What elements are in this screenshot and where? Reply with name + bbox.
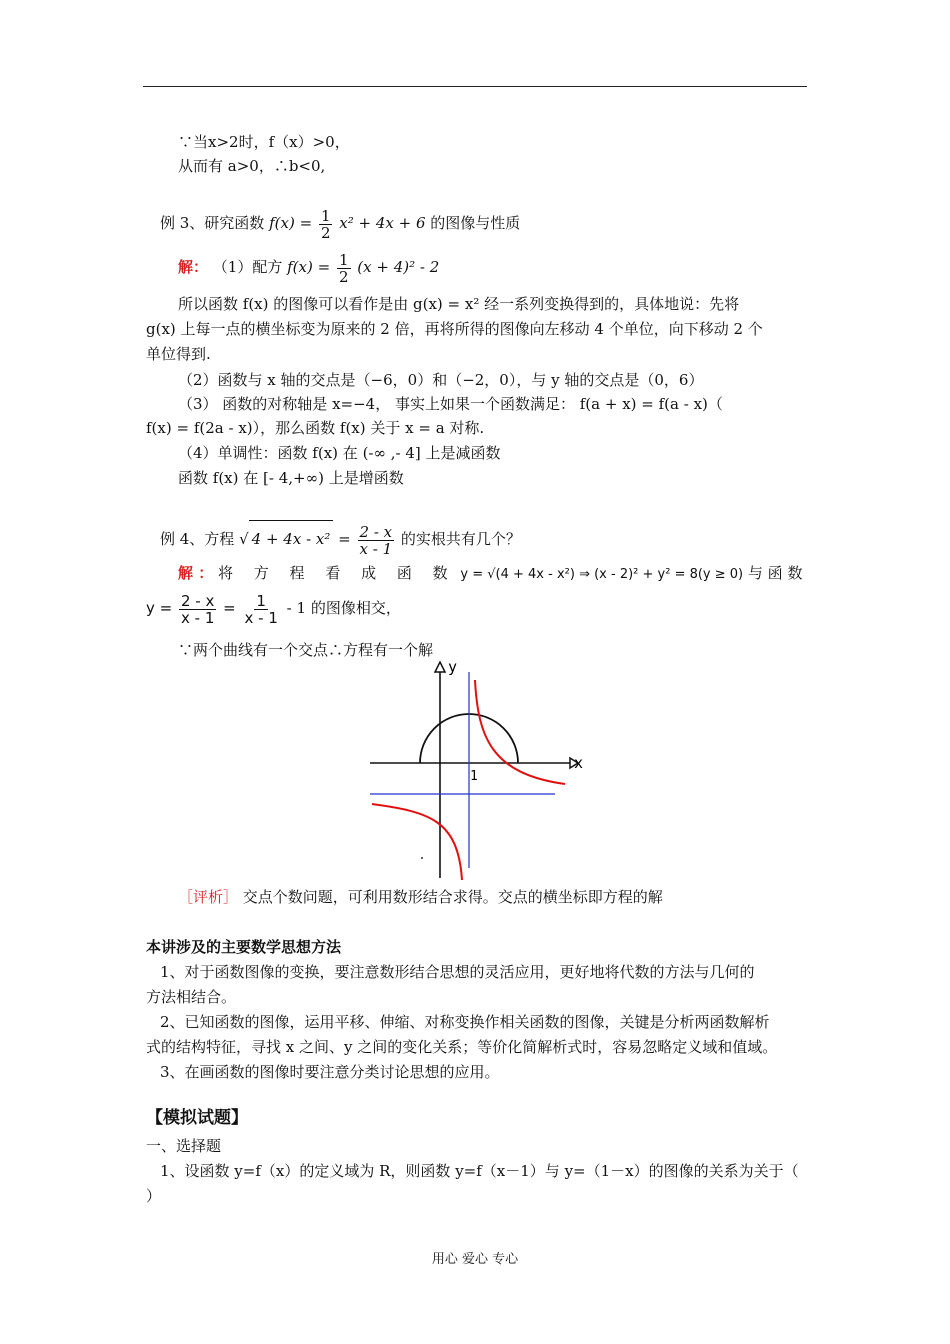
hyperbola-right-branch: [475, 680, 565, 784]
y-axis-label: y: [448, 658, 458, 676]
text-line: g(x) 上每一点的横坐标变为原来的 2 倍，再将所得的图像向左移动 4 个单位，向下移动 2 个: [146, 320, 763, 338]
fraction: $\frac{1}{2}$: [338, 250, 349, 286]
text-line: 式的结构特征，寻找 x 之间、y 之间的变化关系；等价化简解析式时，容易忽略定义域和值域。: [146, 1038, 778, 1056]
stray-dot: [421, 857, 423, 859]
page-footer: 用心 爱心 专心: [431, 1252, 519, 1267]
review: ［评析］ 交点个数问题，可利用数形结合求得。交点的横坐标即方程的解: [178, 888, 663, 906]
example-3: 例 3、研究函数 f(x) = $\frac{1}{2}$ x² + 4x + 6 的图像与性质: [160, 206, 521, 242]
text-line: 单位得到.: [146, 345, 211, 363]
fraction: $\frac{2 - x}{x - 1}$: [359, 522, 393, 558]
hyperbola-left-branch: [372, 804, 462, 880]
text-line: （4）单调性：函数 f(x) 在 (-∞ ,- 4] 上是减函数: [178, 444, 501, 462]
example-4: 例 4、方程 √ 4 + 4x - x² = $\frac{2 - x}{x - 1}$ 的实根共有几个？: [160, 520, 521, 557]
solution-4-cont: y = $\frac{2 - x}{x - 1}$ = $\frac{1}{x - 1}$ - 1 的图像相交，: [146, 591, 401, 627]
text-line: 3、在画函数的图像时要注意分类讨论思想的应用。: [160, 1063, 500, 1081]
section-title: 本讲涉及的主要数学思想方法: [146, 938, 342, 956]
solution-step-1: 解： （1）配方 f(x) = $\frac{1}{2}$ (x + 4)² - 2: [178, 250, 440, 286]
solution-4: 解 ： 将 方 程 看 成 函 数 y = √(4 + 4x - x²) ⇒ (x - 2)² + y² = 8(y ≥ 0) 与 函 数: [178, 564, 803, 582]
function-graph: [360, 658, 590, 883]
text-line: 所以函数 f(x) 的图像可以看作是由 g(x) = x² 经一系列变换得到的，具体地说：先将: [178, 295, 740, 313]
header-rule: [143, 86, 807, 87]
text-line: 方法相结合。: [146, 988, 237, 1006]
text-line: 函数 f(x) 在 [- 4,+∞) 上是增函数: [178, 469, 404, 487]
text-line: ∵当x>2时，f（x）>0，: [178, 133, 350, 151]
text-line: ∵两个曲线有一个交点∴方程有一个解: [178, 641, 434, 659]
x-axis-label: x: [574, 754, 584, 772]
y-axis-arrow: [435, 662, 445, 672]
text-line: 1、对于函数图像的变换，要注意数形结合思想的灵活应用，更好地将代数的方法与几何的: [160, 963, 755, 981]
question-1: 1、设函数 y=f（x）的定义域为 R，则函数 y=f（x－1）与 y=（1－x）的图像的关系为关于（: [160, 1162, 799, 1180]
text-line: f(x) = f(2a - x)），那么函数 f(x) 关于 x = a 对称.: [146, 419, 485, 437]
mock-exam-title: 【模拟试题】: [146, 1108, 248, 1128]
text-line: 一、选择题: [146, 1137, 222, 1155]
tick-label: 1: [470, 769, 478, 784]
question-1-cont: ）: [146, 1187, 162, 1205]
fraction: $\frac{2 - x}{x - 1}$: [181, 591, 215, 627]
text-line: （3） 函数的对称轴是 x=−4， 事实上如果一个函数满足： f(a + x) = f(a - x)（: [178, 395, 723, 413]
text-line: （2）函数与 x 轴的交点是（−6，0）和（−2，0），与 y 轴的交点是（0，6）: [178, 371, 704, 389]
text-line: 2、已知函数的图像，运用平移、伸缩、对称变换作相关函数的图像，关键是分析两函数解析: [160, 1013, 770, 1031]
text-line: 从而有 a>0，∴b<0,: [178, 157, 326, 175]
fraction: $\frac{1}{2}$: [320, 206, 331, 242]
fraction: $\frac{1}{x - 1}$: [244, 591, 278, 627]
